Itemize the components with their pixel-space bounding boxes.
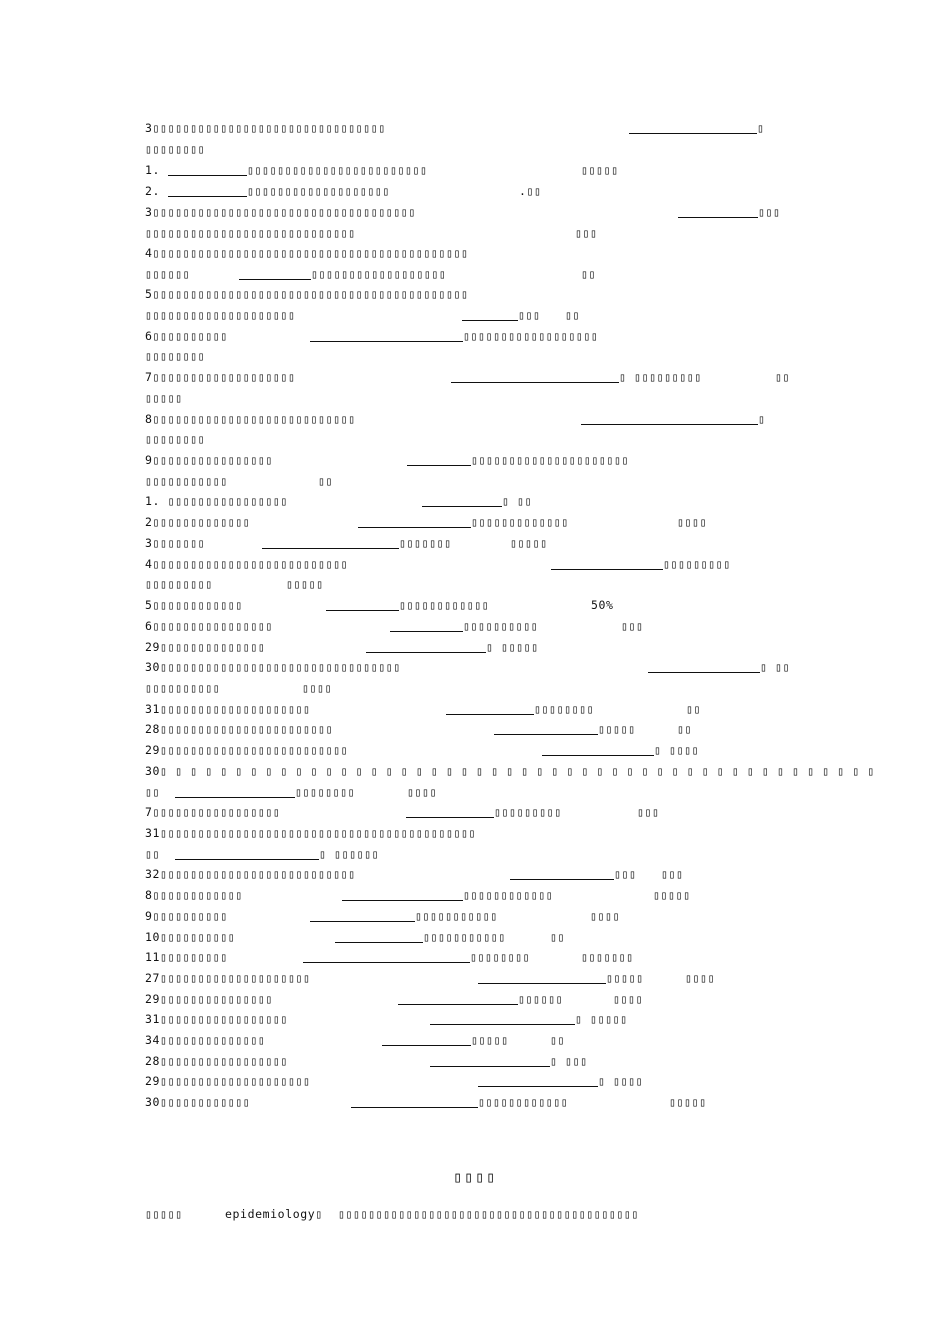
question-text: 29▯▯▯▯▯▯▯▯▯▯▯▯▯▯▯▯▯▯▯▯▯▯▯▯▯	[145, 743, 349, 757]
answer-blank	[390, 631, 463, 632]
definition-term: epidemiology▯	[225, 1207, 323, 1221]
answer-blank	[678, 217, 758, 218]
question-text: 29▯▯▯▯▯▯▯▯▯▯▯▯▯▯	[145, 640, 266, 654]
answer-blank	[406, 817, 494, 818]
question-text: ▯▯▯	[637, 805, 660, 819]
answer-blank	[648, 672, 760, 673]
answer-blank	[310, 921, 415, 922]
question-text: 9▯▯▯▯▯▯▯▯▯▯	[145, 909, 228, 923]
question-text: ▯▯▯▯▯	[606, 971, 644, 985]
answer-blank	[581, 424, 758, 425]
question-text: ▯	[757, 121, 765, 135]
question-text: ▯▯▯▯▯	[145, 391, 183, 405]
question-text: 7▯▯▯▯▯▯▯▯▯▯▯▯▯▯▯▯▯	[145, 805, 281, 819]
question-text: 2.	[145, 184, 176, 198]
answer-blank	[430, 1024, 575, 1025]
answer-blank	[239, 279, 311, 280]
answer-blank	[335, 942, 423, 943]
question-text: 4▯▯▯▯▯▯▯▯▯▯▯▯▯▯▯▯▯▯▯▯▯▯▯▯▯▯	[145, 557, 349, 571]
question-text: ▯▯▯▯▯▯▯▯▯▯▯▯▯▯▯▯▯▯▯▯▯▯▯▯▯▯▯▯	[145, 226, 356, 240]
question-text: 30▯▯▯▯▯▯▯▯▯▯▯▯▯▯▯▯▯▯▯▯▯▯▯▯▯▯▯▯▯▯▯▯	[145, 660, 401, 674]
question-text: ▯ ▯▯	[502, 494, 533, 508]
question-text: 3▯▯▯▯▯▯▯▯▯▯▯▯▯▯▯▯▯▯▯▯▯▯▯▯▯▯▯▯▯▯▯	[145, 121, 386, 135]
question-text: ▯▯▯▯	[685, 971, 716, 985]
question-text: 6▯▯▯▯▯▯▯▯▯▯	[145, 329, 228, 343]
question-text: ▯▯▯▯▯	[598, 722, 636, 736]
question-text: ▯▯▯▯	[677, 515, 708, 529]
question-text: 10▯▯▯▯▯▯▯▯▯▯	[145, 930, 236, 944]
question-text: ▯▯▯▯▯▯▯▯▯▯▯▯▯▯▯▯▯▯▯▯▯	[471, 453, 629, 467]
answer-blank	[303, 962, 470, 963]
question-text: 11▯▯▯▯▯▯▯▯▯	[145, 950, 228, 964]
question-text: ▯ ▯▯▯▯▯▯	[319, 847, 380, 861]
question-text: ▯▯▯▯▯▯▯▯▯▯▯▯▯▯▯▯▯▯▯▯	[145, 308, 296, 322]
question-text: ▯▯▯▯▯▯▯▯▯▯▯▯▯▯▯▯▯▯	[463, 329, 599, 343]
question-text: 8▯▯▯▯▯▯▯▯▯▯▯▯	[145, 888, 243, 902]
question-text: ▯▯▯▯▯▯▯▯▯▯	[463, 619, 539, 633]
question-text: ▯▯▯	[758, 205, 781, 219]
question-text: ▯▯▯▯▯	[286, 577, 324, 591]
question-text: ▯▯▯▯▯	[669, 1095, 707, 1109]
question-text: ▯▯	[318, 474, 334, 488]
question-text: ▯▯	[677, 722, 693, 736]
question-text: ▯▯	[775, 370, 791, 384]
answer-blank	[366, 652, 486, 653]
answer-blank	[326, 610, 399, 611]
question-text: 32▯▯▯▯▯▯▯▯▯▯▯▯▯▯▯▯▯▯▯▯▯▯▯▯▯▯	[145, 867, 356, 881]
answer-blank	[494, 734, 598, 735]
question-text: 34▯▯▯▯▯▯▯▯▯▯▯▯▯▯	[145, 1033, 266, 1047]
question-text: ▯ ▯▯	[760, 660, 791, 674]
question-text: ▯▯▯▯▯▯▯▯▯▯▯▯▯	[471, 515, 569, 529]
answer-blank	[175, 859, 319, 860]
question-text: 8▯▯▯▯▯▯▯▯▯▯▯▯▯▯▯▯▯▯▯▯▯▯▯▯▯▯▯	[145, 412, 356, 426]
question-text: ▯▯	[550, 930, 566, 944]
answer-blank	[351, 1107, 478, 1108]
answer-blank	[551, 569, 663, 570]
question-text: ▯▯	[145, 847, 161, 861]
question-text: 3▯▯▯▯▯▯▯▯▯▯▯▯▯▯▯▯▯▯▯▯▯▯▯▯▯▯▯▯▯▯▯▯▯▯▯	[145, 205, 416, 219]
answer-blank	[168, 175, 247, 176]
question-text: 28▯▯▯▯▯▯▯▯▯▯▯▯▯▯▯▯▯▯▯▯▯▯▯	[145, 722, 334, 736]
definition-lead: ▯▯▯▯▯	[145, 1207, 183, 1221]
question-text: ▯▯▯	[518, 308, 541, 322]
question-text: 7▯▯▯▯▯▯▯▯▯▯▯▯▯▯▯▯▯▯▯	[145, 370, 296, 384]
question-text: 1. ▯▯▯▯▯▯▯▯▯▯▯▯▯▯▯▯	[145, 494, 288, 508]
question-text: 50%	[591, 598, 614, 612]
answer-blank	[451, 382, 619, 383]
question-text: ▯▯▯▯▯▯▯▯	[534, 702, 595, 716]
question-text: 5▯▯▯▯▯▯▯▯▯▯▯▯▯▯▯▯▯▯▯▯▯▯▯▯▯▯▯▯▯▯▯▯▯▯▯▯▯▯▯▯▯▯	[145, 287, 469, 301]
section-title: ▯▯▯▯	[452, 1168, 498, 1186]
question-text: 6▯▯▯▯▯▯▯▯▯▯▯▯▯▯▯▯	[145, 619, 273, 633]
question-text: 9▯▯▯▯▯▯▯▯▯▯▯▯▯▯▯▯	[145, 453, 273, 467]
question-text: 4▯▯▯▯▯▯▯▯▯▯▯▯▯▯▯▯▯▯▯▯▯▯▯▯▯▯▯▯▯▯▯▯▯▯▯▯▯▯▯▯▯▯	[145, 246, 469, 260]
question-text: ▯▯▯▯▯▯▯▯▯▯▯▯	[463, 888, 554, 902]
question-text: ▯▯▯▯▯▯▯▯▯▯	[145, 681, 221, 695]
answer-blank	[398, 1004, 518, 1005]
answer-blank	[478, 983, 606, 984]
question-text: 29▯▯▯▯▯▯▯▯▯▯▯▯▯▯▯	[145, 992, 273, 1006]
question-text: ▯▯▯▯	[613, 992, 644, 1006]
question-text: ▯▯▯▯▯▯▯	[581, 950, 634, 964]
question-text: ▯▯	[565, 308, 581, 322]
question-text: ▯▯▯▯▯▯▯▯	[145, 349, 206, 363]
question-text: ▯▯▯▯▯▯▯▯	[145, 142, 206, 156]
question-text: 30▯ ▯ ▯ ▯ ▯ ▯ ▯ ▯ ▯ ▯ ▯ ▯ ▯ ▯ ▯ ▯ ▯ ▯ ▯ ▯ ▯ ▯ ▯ ▯ ▯ ▯ ▯ ▯ ▯ ▯ ▯ ▯ ▯ ▯ ▯ ▯ ▯ ▯ ▯ ▯ ▯ ▯ ▯ ▯ ▯ ▯ ▯ ▯	[145, 764, 875, 778]
question-text: 30▯▯▯▯▯▯▯▯▯▯▯▯	[145, 1095, 251, 1109]
question-text: ▯▯▯▯▯▯▯▯▯	[663, 557, 731, 571]
answer-blank	[310, 341, 463, 342]
question-text: ▯▯▯▯▯	[653, 888, 691, 902]
answer-blank	[478, 1086, 598, 1087]
answer-blank	[342, 900, 463, 901]
answer-blank	[430, 1066, 550, 1067]
answer-blank	[382, 1045, 471, 1046]
question-text: ▯▯	[581, 267, 597, 281]
question-text: ▯ ▯▯▯▯	[598, 1074, 644, 1088]
answer-blank	[542, 755, 654, 756]
question-text: ▯▯▯▯	[302, 681, 333, 695]
question-text: ▯▯▯▯▯▯	[518, 992, 564, 1006]
question-text: ▯▯▯▯▯▯▯▯▯	[494, 805, 562, 819]
question-text: ▯▯▯▯	[590, 909, 621, 923]
question-text: 1.	[145, 163, 176, 177]
question-text: ▯▯▯▯▯▯▯▯▯	[145, 577, 213, 591]
question-text: ▯▯▯▯	[407, 785, 438, 799]
question-text: 31▯▯▯▯▯▯▯▯▯▯▯▯▯▯▯▯▯▯▯▯▯▯▯▯▯▯▯▯▯▯▯▯▯▯▯▯▯▯▯▯▯▯	[145, 826, 477, 840]
question-text: ▯▯▯▯▯	[471, 1033, 509, 1047]
question-text: ▯▯▯▯▯	[581, 163, 619, 177]
question-text: ▯▯▯▯▯▯▯▯	[295, 785, 356, 799]
question-text: 31▯▯▯▯▯▯▯▯▯▯▯▯▯▯▯▯▯	[145, 1012, 288, 1026]
question-text: 31▯▯▯▯▯▯▯▯▯▯▯▯▯▯▯▯▯▯▯▯	[145, 702, 311, 716]
question-text: ▯▯	[686, 702, 702, 716]
question-text: ▯▯▯	[621, 619, 644, 633]
question-text: ▯▯▯▯▯▯	[145, 267, 191, 281]
answer-blank	[358, 527, 471, 528]
answer-blank	[629, 133, 757, 134]
question-text: ▯▯▯	[661, 867, 684, 881]
answer-blank	[422, 506, 502, 507]
definition-text: ▯▯▯▯▯▯▯▯▯▯▯▯▯▯▯▯▯▯▯▯▯▯▯▯▯▯▯▯▯▯▯▯▯▯▯▯▯▯▯▯	[338, 1207, 639, 1221]
question-text: 29▯▯▯▯▯▯▯▯▯▯▯▯▯▯▯▯▯▯▯▯	[145, 1074, 311, 1088]
question-text: ▯▯▯	[614, 867, 637, 881]
question-text: ▯▯▯▯▯▯▯▯▯▯▯▯▯▯▯▯▯▯▯	[247, 184, 390, 198]
question-text: 3▯▯▯▯▯▯▯	[145, 536, 206, 550]
answer-blank	[510, 879, 614, 880]
question-text: ▯▯▯▯▯▯▯▯▯▯▯	[145, 474, 228, 488]
question-text: ▯▯▯▯▯▯▯▯▯▯▯▯	[399, 598, 490, 612]
question-text: 5▯▯▯▯▯▯▯▯▯▯▯▯	[145, 598, 243, 612]
question-text: ▯ ▯▯▯	[550, 1054, 588, 1068]
answer-blank	[407, 465, 471, 466]
question-text: ▯▯▯▯▯▯▯▯▯▯▯▯▯▯▯▯▯▯▯▯▯▯▯▯	[247, 163, 428, 177]
answer-blank	[262, 548, 399, 549]
question-text: ▯▯▯▯▯▯▯▯	[470, 950, 531, 964]
answer-blank	[462, 320, 518, 321]
question-text: ▯▯▯▯▯▯▯▯▯▯▯▯▯▯▯▯▯▯	[311, 267, 447, 281]
question-text: ▯ ▯▯▯▯▯▯▯▯▯	[619, 370, 702, 384]
question-text: 2▯▯▯▯▯▯▯▯▯▯▯▯▯	[145, 515, 251, 529]
question-text: ▯▯▯▯▯	[510, 536, 548, 550]
question-text: .▯▯	[519, 184, 542, 198]
question-text: ▯▯▯▯▯▯▯▯▯▯▯	[423, 930, 506, 944]
question-text: ▯▯	[550, 1033, 566, 1047]
answer-blank	[446, 714, 534, 715]
question-text: ▯▯▯	[575, 226, 598, 240]
question-text: ▯▯▯▯▯▯▯▯▯▯▯	[415, 909, 498, 923]
question-text: ▯▯▯▯▯▯▯	[399, 536, 452, 550]
question-text: ▯ ▯▯▯▯▯	[486, 640, 539, 654]
question-text: ▯▯▯▯▯▯▯▯▯▯▯▯	[478, 1095, 569, 1109]
answer-blank	[168, 196, 247, 197]
question-text: 28▯▯▯▯▯▯▯▯▯▯▯▯▯▯▯▯▯	[145, 1054, 288, 1068]
question-text: ▯ ▯▯▯▯▯	[575, 1012, 628, 1026]
question-text: ▯▯	[145, 785, 161, 799]
question-text: ▯▯▯▯▯▯▯▯	[145, 432, 206, 446]
question-text: 27▯▯▯▯▯▯▯▯▯▯▯▯▯▯▯▯▯▯▯▯	[145, 971, 311, 985]
question-text: ▯ ▯▯▯▯	[654, 743, 700, 757]
definition-line	[145, 1205, 639, 1223]
answer-blank	[175, 797, 295, 798]
question-text: ▯	[758, 412, 766, 426]
